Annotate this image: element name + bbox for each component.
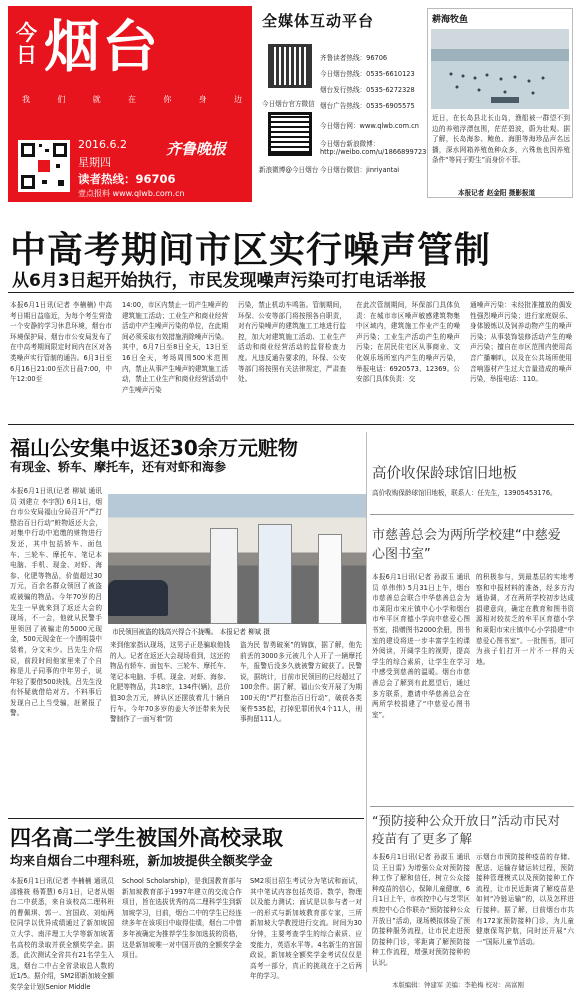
students-column: 本报6月1日讯(记者 李楠楠 通讯员 邵雅筱 杨菁慧) 6月1日，记者从烟台二中获悉，来自该校高二理科班的曹佩琪、郭一、宫国政、刘灿两位同学以优异成绩通过了新加坡国立大学、南洋理工大学等新加坡著名高校的录取并获全额奖学金。据悉，此次测试全省共有21名学生入选，烟台二中占全省录取总人数的近1/5。据介绍，SM2即新加坡全额奖学金计划(Senior Middle [10,877,114,991]
brand-name: 齐鲁晚报 [166,140,227,158]
media-platform [262,10,422,31]
column-divider [366,432,367,972]
students-headline: 四名高二学生被国外高校录取 [10,826,283,850]
qr-caption: 新浪微博@今日烟台 [259,166,319,174]
slogan-char: 就 [92,95,101,104]
ad-body: 高价收购保龄球馆旧地板，联系人：任先生，13905453176。 [372,489,557,497]
lead-column: 本报6月1日讯(记者 李楠楠) 中高考日期日益临近，为每个考生营造一个安静的学习休息环境，烟台市环境保护局、烟台市公安局发布了在中高考期间限定时间内在区对各类噪声实行管制的通告。6月3日至6月16日21:00至次日晨7:00，中午12:00至 [10,301,112,384]
person-figure [210,528,238,624]
photo-news-title: 耕海牧鱼 [432,15,469,25]
students-subhead: 均来自烟台二中理科班，新加坡提供全额奖学金 [10,853,273,868]
charity-column: 的积极参与，到最基层的实地考察和申报材料的准备，经多方沟通协调，才在两所学校初步达成捐建意向，确定在教育和图书资源相对较贫乏的牟平区育德小学和莱阳市宋庄镇中心小学捐建“中慈爱心图书室”。一批图书，即可为孩子们打开一片不一样的天地。 [476,573,574,666]
lead-column: 通噪声污染：未经批准擅放的偶发性强烈噪声污染；进行家庭娱乐、身体锻炼以及饲养动物产生的噪声污染；从事装饰装修活动产生的噪声污染；擅自在市区范围内使用高音广播喇叭，以及在公共场所使用音响器材产生过大音量造成的噪声污染，举报电话：110。 [470,301,572,384]
photo-caption: 市民领回被盗的钱高兴得合不拢嘴。 本报记者 柳斌 摄 [112,628,270,636]
platform-line: 烟台广告热线：0535-6905575 [320,102,415,110]
lead-column: 在此次管制期间，环保部门具体负责：在城市市区噪声敏感建筑物集中区域内，建筑施工作业产生的噪声污染；工业生产活动产生的噪声污染；在居民住宅区从事商业、文化娱乐场所室内产生的噪声污染，举报电话：6920573、12369。公安部门具体负责：交 [356,301,460,384]
lead-column: 污染，禁止机动车鸣笛。管制期间，环保、公安等部门将按照各自职责，对有污染噪声的建筑施工工地进行监控，加大对建筑施工活动、工业生产活动和商业经营活动的监督检查力度。凡违反通告要求的，环保、公安等部门将按照有关法律规定，严肃查处。 [238,301,346,384]
police-headline: 福山公安集中返还30余万元赃物 [10,436,298,460]
slogan-char: 我 [22,95,30,104]
lead-column: 14:00，市区内禁止一切产生噪声的建筑施工活动；工业生产和商业经营活动中产生噪声污染的单位，在此期间必须采取有效措施消除噪声污染。其中，6月7日至8日全天，13日至16日全天，考场周围500米范围内，禁止从事产生噪声的建筑施工活动，禁止工业生产和商业经营活动中产生噪声污染 [122,301,228,394]
platform-line: 齐鲁读者热线：96706 [320,54,388,62]
lead-subhead: 从6月3日起开始执行，市民发现噪声污染可打电话举报 [12,271,427,291]
person-figure [258,524,292,624]
vaccine-column: 本报6月1日讯(记者 孙淑玉 通讯员 王日雷) 为增强公众对预防接种工作了解和信任，树立公众接种疫苗的信心，保障儿童健康，6月1日上午，市疾控中心与芝罘区疾控中心合作联办“预防接种公众开放日”活动，现场模拟体验了预防接种服务流程，让市民走进预防接种门诊，零距离了解预防接种工作流程，增强对预防接种的认识。 [372,853,470,967]
weibo-link[interactable]: http://weibo.com/u/1866899723 [320,148,427,156]
divider [8,424,574,425]
photo-news-box [427,8,573,198]
reader-hotline: 读者热线：96706 [78,172,176,186]
vaccine-column: 示烟台市预防接种疫苗的存储、配送、运输存储运转过程，预防接种管理模式以及预防接种工作流程，让市民近距离了解疫苗是如何“冷链运输”的，以及怎样进行接种。据了解，目前烟台市共有172家预防接种门诊，为儿童健康保驾护航，同时还开展“六一”国际儿童节活动。 [476,853,574,946]
platform-line: 今日烟台微信：jinriyantai [320,166,400,174]
students-column: School Scholarship)，是我国教育部与新加坡教育部于1997年建立的交流合作项目，旨在选拔优秀的高二理科学生到新加坡学习，目前，烟台二中的学生已经连续多年在该项目中取得佳绩，烟台二中曾多年被确定为推荐学生参加选拔的资格，这是新加坡唯一对中国开放的全额奖学金项目。 [122,877,242,960]
issue-weekday: 星期四 [78,156,111,169]
issue-date: 2016.6.2 [78,138,127,151]
photo-news-credit: 本报记者 赵金阳 摄影报道 [458,189,536,197]
editor-credits: 本版编辑：钟建军 美编：李艳梅 校对：高富刚 [392,981,524,989]
platform-line: 今日烟台热线：0535-6610123 [320,70,415,78]
logo-title: 烟台 [44,15,160,80]
logo-small-text: 今日 [16,20,37,67]
police-column: 来到他家指认现场，这男子正是骗取他钱的人。记者在返还大会现场看到，这还的物品有轿车、面包车、三轮车、摩托车、笔记本电脑、手机、现金、对虾、海参、化肥等物品，共18宗，134件(辆)，总价值30余万元，辨认区还摆放着几十辆自行车。今年70多岁的姜大爷还带来为民警制作了一面写着“防 [110,641,230,724]
report-website[interactable]: 壹点报料 www.qlwb.com.cn [78,189,185,198]
slogan-char: 们 [57,95,66,104]
divider [370,806,574,807]
ad-headline: 高价收保龄球馆旧地板 [372,466,517,482]
qr-caption: 今日烟台官方微信 [262,100,315,108]
police-column: 盗为民 智勇破案”的锦旗，据了解，他先前丢的3000多元被几个人开了一辆摩托车，报警后没多久就被警方破获了。民警说，据统计，目前市民领回的已经超过了100余件。据了解，福山公安开展了为期100天的“严打整治百日行动”，破获各类案件535起，打掉犯罪团伙4个11人，刑事拘留111人。 [240,641,362,724]
divider [8,292,574,293]
harbor-photo [431,29,569,109]
person-figure [318,534,342,624]
platform-line: 烟台发行热线：0535-6272328 [320,86,415,94]
slogan-char: 你 [163,95,172,104]
slogan-char: 在 [127,95,136,104]
car-shape [108,580,168,616]
slogan-char: 身 [198,95,207,104]
masthead-qr-code[interactable] [18,140,70,192]
vaccine-headline: “预防接种公众开放日”活动市民对疫苗有了更多了解 [372,813,560,846]
charity-headline: 市慈善总会为两所学校建“中慈爱心图书室” [372,528,561,562]
students-column: SM2项目招生考试分为笔试和面试，其中笔试内容包括英语、数学，物理以及能力测试；面试是以参与者一对一的形式与新加坡教育部专家，三所新加坡大学教授进行交流。时间为30分钟，主要考查学生的综合素质、应变能力，英语水平等。4名新生的宫国政说，新加坡全额奖学金考试仅仅是高考一部分，真正的挑战在于之后两年的学习。 [250,877,362,981]
returned-goods-photo [108,494,366,624]
platform-line: 今日烟台新浪微博： [320,140,380,148]
divider [8,818,364,819]
wechat-qr-code[interactable] [268,44,312,88]
weibo-qr-code[interactable] [268,112,312,156]
masthead [8,6,252,202]
divider [370,514,574,515]
police-subhead: 有现金、轿车、摩托车，还有对虾和海参 [10,460,227,474]
charity-column: 本报6月1日讯(记者 孙淑玉 通讯员 单伟伟) 5月31日上午，烟台市慈善总会联合中华慈善总会为市莱阳市宋庄镇中心小学和烟台市牟平区育德小学向中慈爱心图书室，捐赠图书2000余册，图书室的建设将进一步丰富学生的课外阅读，开阔学生的视野，提高学生的综合素质，让学生在学习中感受到慈善的温暖。烟台市慈善总会了解到有此愿望后，通过多方联系，邀请中华慈善总会在两所学校捐建了“中慈爱心图书室”。 [372,573,470,719]
platform-web[interactable]: 今日烟台网：www.qlwb.com.cn [320,122,419,130]
police-column: 本报6月1日讯(记者 柳斌 通讯员 刘建立 李宇凯) 6月1日，烟台市公安局福山分局召开“严打整治百日行动”赃物返还大会，对集中行动中追缴的赃物进行发还，其中包括轿车、面包车、三轮车、摩托车、笔记本电脑、手机、现金、对虾、海参、化肥等物品，价值超过30万元，百余名群众领回了被盗或被骗的物品。今年70岁的吕先生一早就来到了返还大会的现场，不一会，他就从民警手里领回了被骗走的5000元现金，500元现金在一个透明袋中装着，分文未少。吕先生介绍说，前段时间他家里来了个自称是儿子同事的中年男子，说年轻了要借500块钱，吕先生没有怀疑就借给对方。不料事后发现自己上当受骗，赶紧报了警。 [10,487,102,718]
lead-headline: 中高考期间市区实行噪声管制 [10,230,492,271]
slogan-char: 边 [233,95,242,104]
photo-news-caption: 近日，在长岛县北长山岛，渔船被一群望不到边的养殖浮漂包围，茫茫碧波，蔚为壮观。据了解，长岛海参、鲍鱼、海胆等海珍品声名远播，深水网箱养殖鱼种众多，六殊鱼也因养殖条件“等同于野生”而身价不菲。 [432,114,570,165]
slogan [22,94,242,105]
platform-title: 全媒体互动平台 [262,12,375,30]
